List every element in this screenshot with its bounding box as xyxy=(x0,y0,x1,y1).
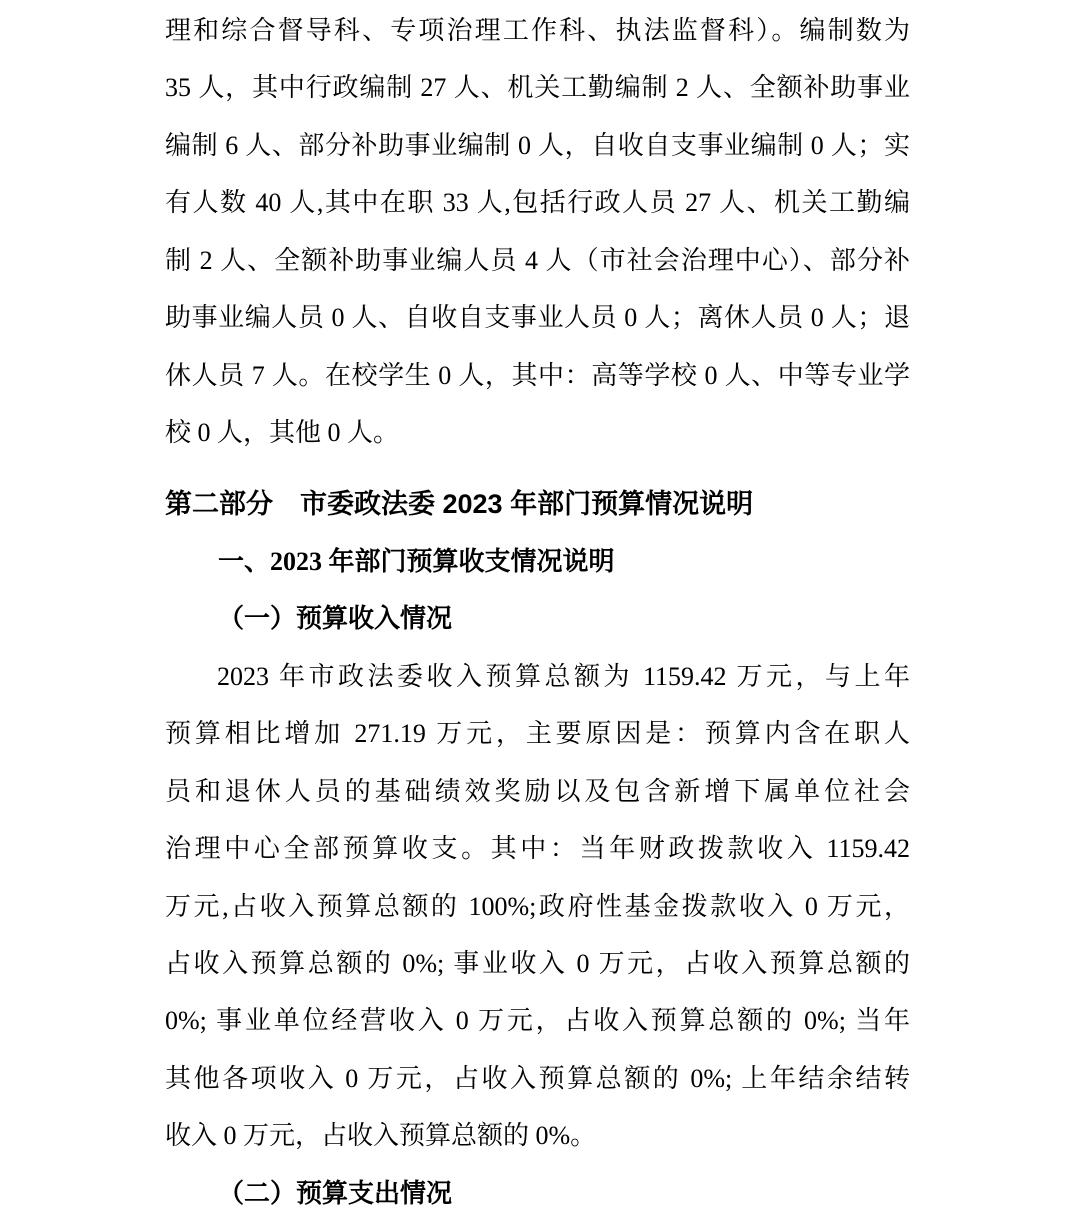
income-subheading: （一）预算收入情况 xyxy=(218,604,453,634)
text-line: 万元,占收入预算总额的 100%;政府性基金拨款收入 0 万元， xyxy=(165,891,910,921)
expenditure-subheading: （二）预算支出情况 xyxy=(218,1178,453,1208)
text-line: 休人员 7 人。在校学生 0 人，其中：高等学校 0 人、中等专业学 xyxy=(165,360,910,390)
text-line: 制 2 人、全额补助事业编人员 4 人（市社会治理中心）、部分补 xyxy=(165,245,910,275)
text-line: 35 人，其中行政编制 27 人、机关工勤编制 2 人、全额补助事业 xyxy=(165,73,910,103)
part2-heading: 第二部分 市委政法委 2023 年部门预算情况说明 xyxy=(165,488,754,519)
text-line: 校 0 人，其他 0 人。 xyxy=(165,418,400,448)
text-line: 治理中心全部预算收支。其中：当年财政拨款收入 1159.42 xyxy=(165,834,910,864)
text-line: 助事业编人员 0 人、自收自支事业人员 0 人；离休人员 0 人；退 xyxy=(165,303,910,333)
income-paragraph xyxy=(165,648,910,1165)
staffing-paragraph xyxy=(165,2,910,462)
text-line: 其他各项收入 0 万元，占收入预算总额的 0%; 上年结余结转 xyxy=(165,1063,910,1093)
text-line: 编制 6 人、部分补助事业编制 0 人，自收自支事业编制 0 人；实 xyxy=(165,130,910,160)
text-line: 员和退休人员的基础绩效奖励以及包含新增下属单位社会 xyxy=(165,776,910,806)
text-line: 占收入预算总额的 0%; 事业收入 0 万元，占收入预算总额的 xyxy=(165,949,910,978)
text-line: 理和综合督导科、专项治理工作科、执法监督科）。编制数为 xyxy=(165,16,910,45)
section1-heading: 一、2023 年部门预算收支情况说明 xyxy=(218,546,615,576)
text-line: 有人数 40 人,其中在职 33 人,包括行政人员 27 人、机关工勤编 xyxy=(165,188,910,218)
text-line: 2023 年市政法委收入预算总额为 1159.42 万元，与上年 xyxy=(217,661,910,691)
text-line: 收入 0 万元，占收入预算总额的 0%。 xyxy=(165,1121,597,1151)
text-line: 预算相比增加 271.19 万元，主要原因是：预算内含在职人 xyxy=(165,719,910,749)
text-line: 0%; 事业单位经营收入 0 万元，占收入预算总额的 0%; 当年 xyxy=(165,1006,910,1036)
